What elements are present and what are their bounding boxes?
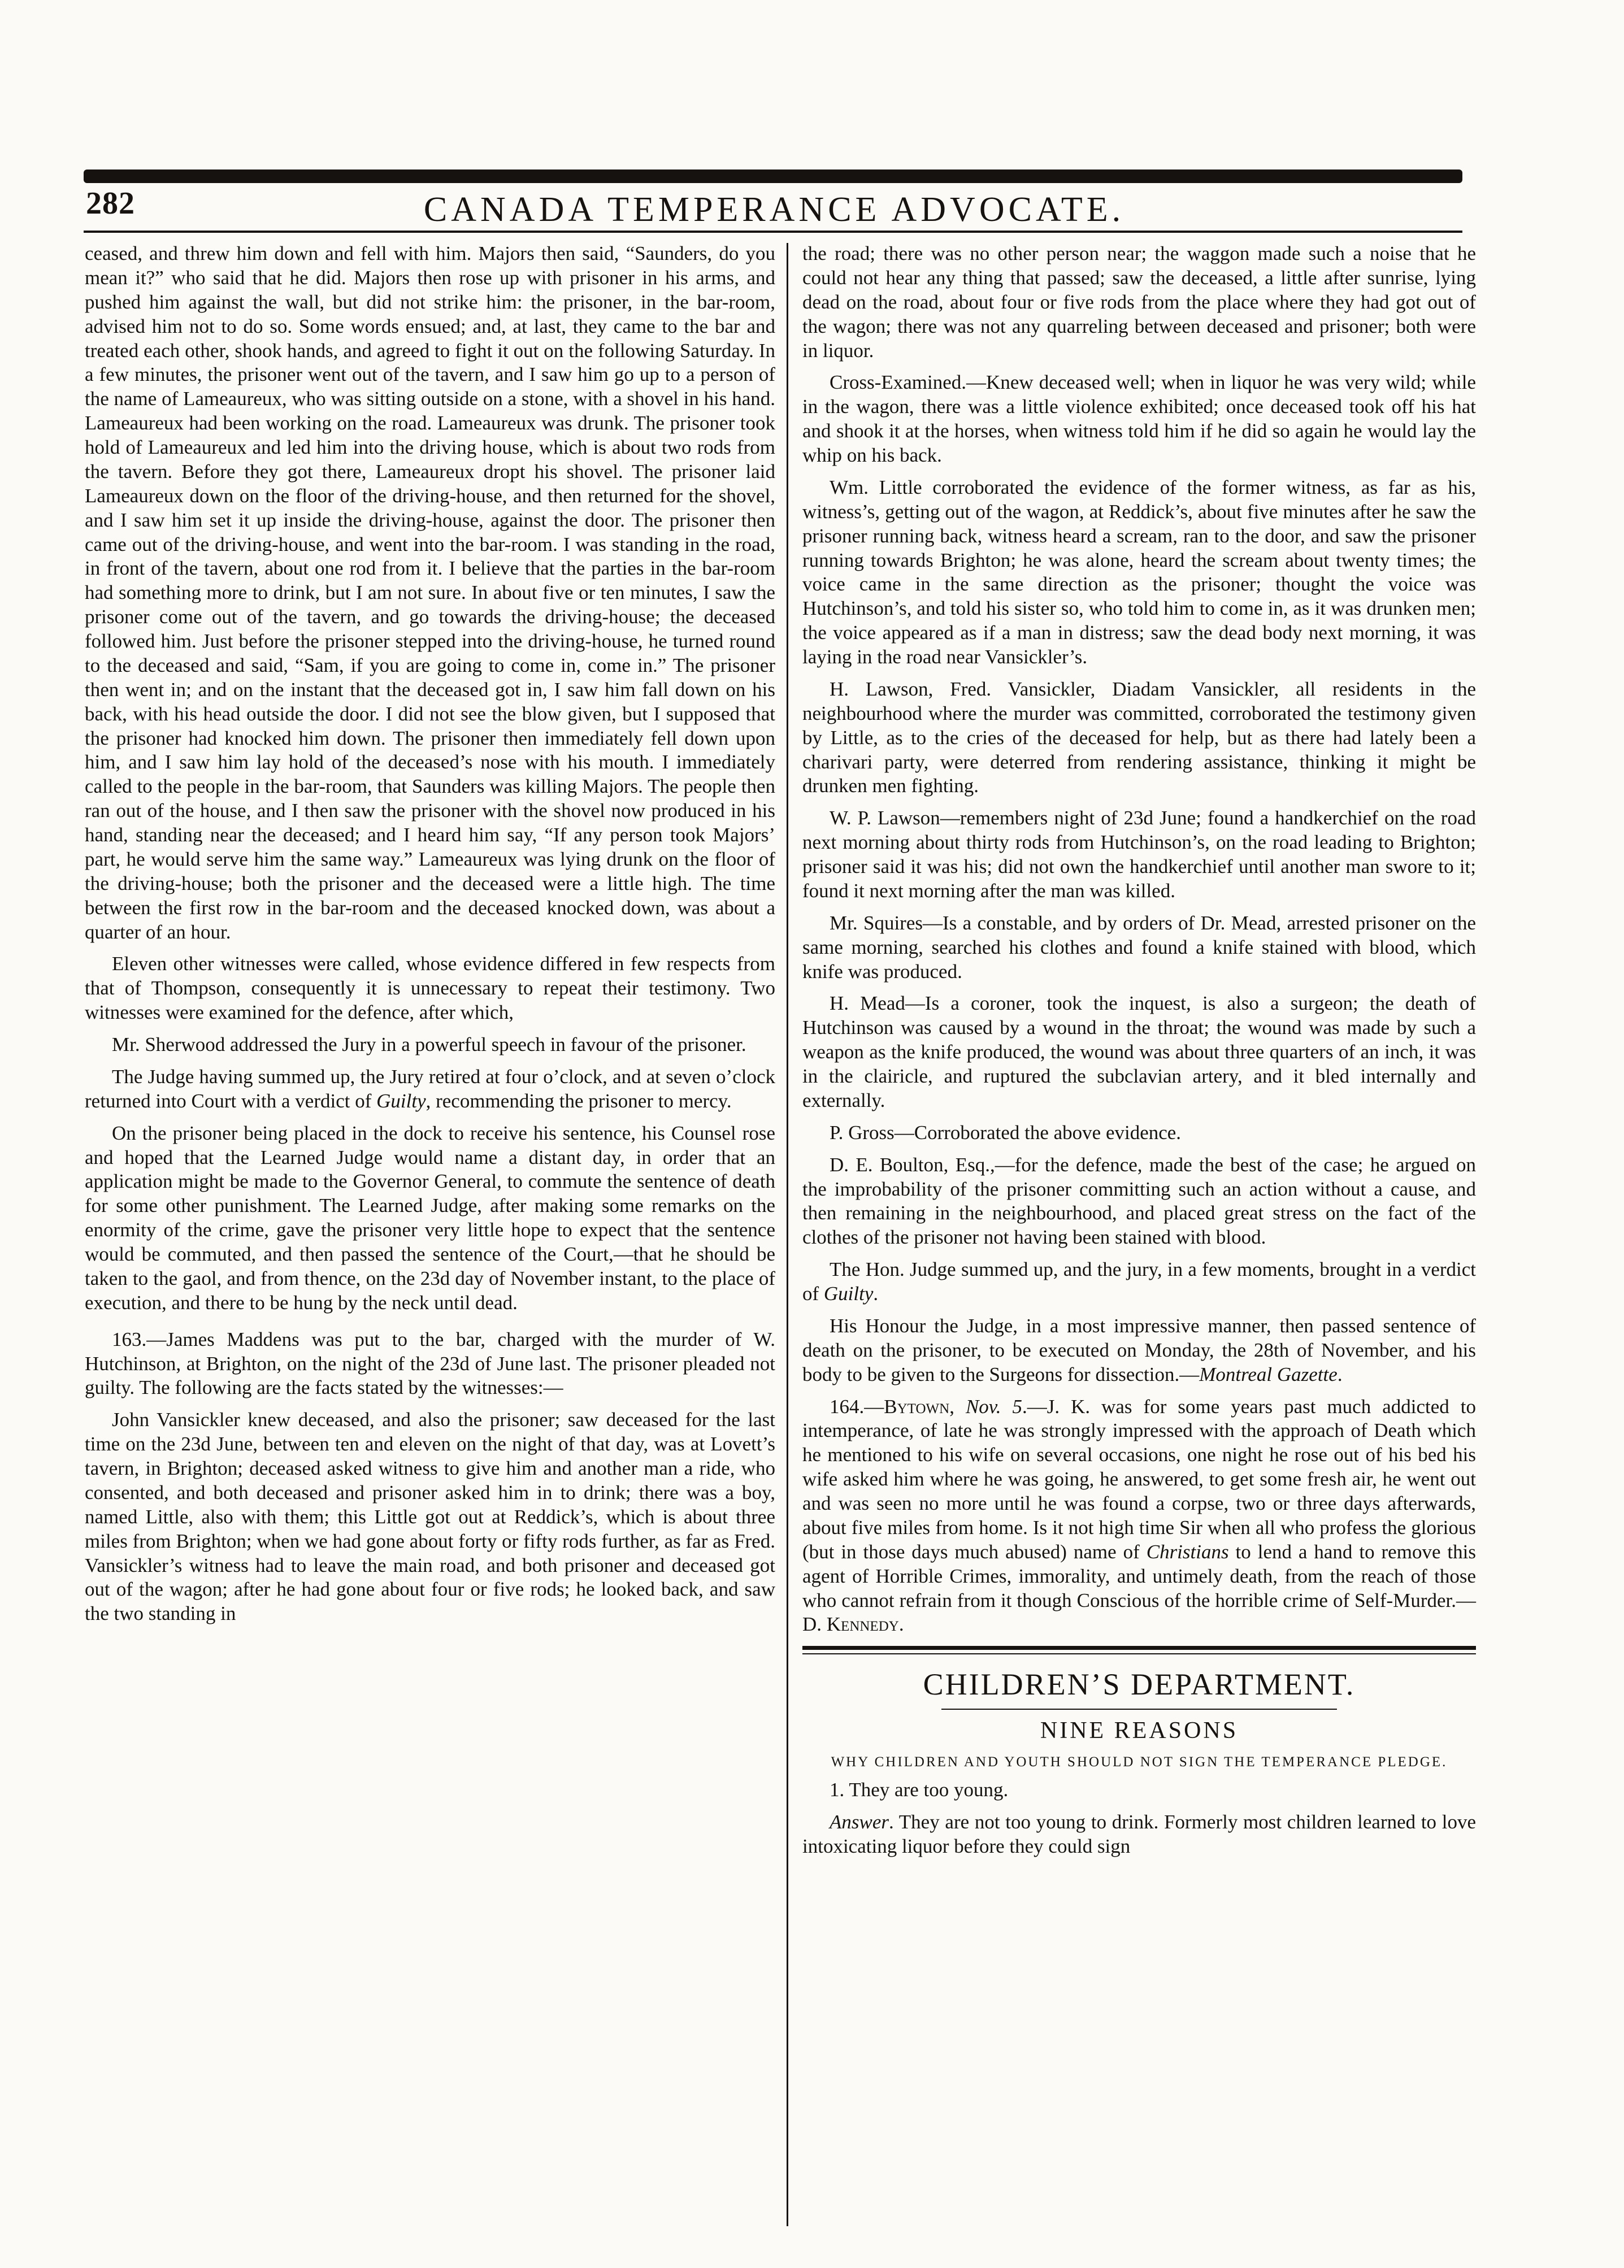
page-number: 282 — [86, 186, 135, 221]
paragraph: His Honour the Judge, in a most impressive manner, then passed sentence of death on the prisoner, to be executed on Monday, the 28th of November, and his body to be given to the Surgeons for dissection.—Montreal Gazette. — [802, 1314, 1476, 1385]
paragraph: ceased, and threw him down and fell with him. Majors then said, “Saunders, do you mean it?” who said that he did. Majors then rose up with prisoner in his arms, and pushed him against the wall, but did not strike him: the prisoner, in the bar-room, advised him not to do so. Some words ensued; and, at last, they came to the bar and treated each other, shook hands, and agreed to fight it out on the following Saturday. In a few minutes, the prisoner went out of the tavern, and I saw him go up to a person of the name of Lameaureux, who was sitting outside on a stone, with a shovel in his hand. Lameaureux had been working on the road. Lameaureux was drunk. The prisoner took hold of Lameaureux and led him into the driving house, which is about two rods from the tavern. Before they got there, Lameaureux dropt his shovel. The prisoner laid Lameaureux down on the floor of the driving-house, and then returned for the shovel, and I saw him set it up inside the driving-house, against the door. The prisoner then came out of the driving-house, and went into the bar-room. I was standing in the road, in front of the tavern, about one rod from it. I believe that the parties in the bar-room had something more to drink, but I am not sure. In about five or ten minutes, I saw the prisoner come out of the tavern, and go towards the driving-house; the deceased followed him. Just before the prisoner stepped into the driving-house, he turned round to the deceased and said, “Sam, if you are going to come in, come in.” The prisoner then went in; and on the instant that the deceased got in, I saw him fall down on his back, with his head outside the door. I did not see the blow given, but I supposed that the prisoner had knocked him down. The prisoner then immediately fell down upon him, and I saw him lay hold of the deceased’s nose with his mouth. I immediately called to the people in the bar-room, that Saunders was killing Majors. The people then ran out of the house, and I then saw the prisoner with the shovel now produced in his hand, standing near the deceased; and I heard him say, “If any person took Majors’ part, he would serve him the same way.” Lameaureux was lying drunk on the floor of the driving-house; both the prisoner and the deceased were a little high. The time between the first row in the bar-room and the deceased knocked down, was about a quarter of an hour. — [85, 242, 775, 943]
paragraph: 1. They are too young. — [830, 1779, 1009, 1801]
paragraph: The Judge having summed up, the Jury retired at four o’clock, and at seven o’clock returned into Court with a verdict of Guilty, recommending the prisoner to mercy. — [85, 1065, 775, 1112]
paragraph: Cross-Examined.—Knew deceased well; when in liquor he was very wild; while in the wagon, there was a little violence exhibited; once deceased took off his hat and shook it at the horses, when witness told him if he did so again he would lay the whip on his back. — [802, 371, 1476, 466]
article-title: NINE REASONS — [1040, 1718, 1239, 1744]
section-rule-short — [941, 1709, 1337, 1710]
paragraph: John Vansickler knew deceased, and also the prisoner; saw deceased for the last time on the 23d June, between ten and eleven on the night of that day, was at Lovett’s tavern, in Brighton; deceased asked witness to give him and another man a ride, who consented, and both deceased and prisoner asked him in to drink; there was a boy, named Little, also with them; this Little got out at Reddick’s, which is about three miles from Brighton; when we had gone about forty or fifty rods further, as far as Fred. Vansickler’s witness had to leave the main road, and both prisoner and deceased got out of the wagon; after he had gone about four or five rods; he looked back, and saw the two standing in — [85, 1409, 775, 1625]
paragraph: Mr. Squires—Is a constable, and by orders of Dr. Mead, arrested prisoner on the same morning, searched his clothes and found a knife stained with blood, which knife was produced. — [802, 911, 1476, 983]
article-subtitle: WHY CHILDREN AND YOUTH SHOULD NOT SIGN THE TEMPERANCE PLEDGE. — [831, 1754, 1448, 1770]
section-title: CHILDREN’S DEPARTMENT. — [923, 1667, 1356, 1702]
paragraph: 163.—James Maddens was put to the bar, charged with the murder of W. Hutchinson, at Brighton, on the night of the 23d of June last. The prisoner pleaded not guilty. The following are the facts stated by the witnesses:— — [85, 1328, 775, 1399]
paragraph: D. E. Boulton, Esq.,—for the defence, made the best of the case; he argued on the improbability of the prisoner committing such an action without a cause, and then remaining in the neighbourhood, and placed great stress on the fact of the clothes of the prisoner not having been stained with blood. — [802, 1153, 1476, 1249]
header-rule — [84, 231, 1462, 233]
paragraph: P. Gross—Corroborated the above evidence. — [830, 1121, 1182, 1144]
column-divider — [787, 243, 788, 2226]
paragraph: H. Lawson, Fred. Vansickler, Diadam Vansickler, all residents in the neighbourhood where the murder was committed, corroborated the testimony given by Little, as to the cries of the deceased for help, but as there had lately been a charivari party, were deterred from rendering assistance, thinking it might be drunken men fighting. — [802, 677, 1476, 797]
right-column — [802, 242, 1476, 1867]
section-rule-thin — [802, 1653, 1476, 1654]
paragraph: W. P. Lawson—remembers night of 23d June; found a handkerchief on the road next morning about thirty rods from Hutchinson’s, on the road leading to Brighton; prisoner said it was his; did not own the handkerchief until another man swore to it; found it next morning after the man was killed. — [802, 807, 1476, 902]
left-column — [85, 242, 775, 1634]
paragraph: H. Mead—Is a coroner, took the inquest, is also a surgeon; the death of Hutchinson was caused by a wound in the throat; the wound was made by such a weapon as the knife produced, the wound was about three quarters of an inch, it was in the clairicle, and ruptured the subclavian artery, and it bled internally and externally. — [802, 992, 1476, 1111]
paragraph: Eleven other witnesses were called, whose evidence differed in few respects from that of Thompson, consequently it is unnecessary to repeat their testimony. Two witnesses were examined for the defence, after which, — [85, 953, 775, 1024]
paragraph: 164.—Bytown, Nov. 5.—J. K. was for some years past much addicted to intemperance, of late he was strongly impressed with the approach of Death which he mentioned to his wife on several occasions, one night he rose out of his bed his wife asked him where he was going, he answered, to get some fresh air, he went out and was seen no more until he was found a corpse, two or three days afterwards, about five miles from home. Is it not high time Sir when all who profess the glorious (but in those days much abused) name of Christians to lend a hand to remove this agent of Horrible Crimes, immorality, and untimely death, from the reach of those who cannot refrain from it though Conscious of the horrible crime of Self-Murder.—D. Kennedy. — [802, 1395, 1476, 1636]
top-rule — [84, 170, 1462, 183]
masthead: CANADA TEMPERANCE ADVOCATE. — [423, 190, 1125, 229]
paragraph: On the prisoner being placed in the dock to receive his sentence, his Counsel rose and hoped that the Learned Judge would name a distant day, in order that an application might be made to the Governor General, to commute the sentence of death for some other punishment. The Learned Judge, after making some remarks on the enormity of the crime, gave the prisoner very little hope to expect that the sentence would be commuted, and then passed the sentence of the Court,—that he should be taken to the gaol, and from thence, on the 23d day of November instant, to the place of execution, and there to be hung by the neck until dead. — [85, 1122, 775, 1314]
section-rule-thick — [802, 1646, 1476, 1650]
paragraph: Mr. Sherwood addressed the Jury in a powerful speech in favour of the prisoner. — [112, 1033, 746, 1055]
paragraph: Wm. Little corroborated the evidence of the former witness, as far as his, witness’s, getting out of the wagon, at Reddick’s, about five minutes after he saw the prisoner running back, witness heard a scream, ran to the door, and saw the prisoner running towards Brighton; he was alone, heard the scream about twenty times; the voice came in the same direction as the prisoner; thought the voice was Hutchinson’s, and told his sister so, who told him to come in, as it was drunken men; the voice appeared as if a man in distress; saw the dead body next morning, it was laying in the road near Vansickler’s. — [802, 476, 1476, 668]
paragraph: the road; there was no other person near; the waggon made such a noise that he could not hear any thing that passed; saw the deceased, a little after sunrise, lying dead on the road, about four or five rods from the place where they had got out of the wagon; there was not any quarreling between deceased and prisoner; both were in liquor. — [802, 242, 1476, 362]
paragraph: The Hon. Judge summed up, and the jury, in a few moments, brought in a verdict of Guilty. — [802, 1258, 1476, 1305]
paragraph: Answer. They are not too young to drink. Formerly most children learned to love intoxicating liquor before they could sign — [802, 1811, 1476, 1858]
